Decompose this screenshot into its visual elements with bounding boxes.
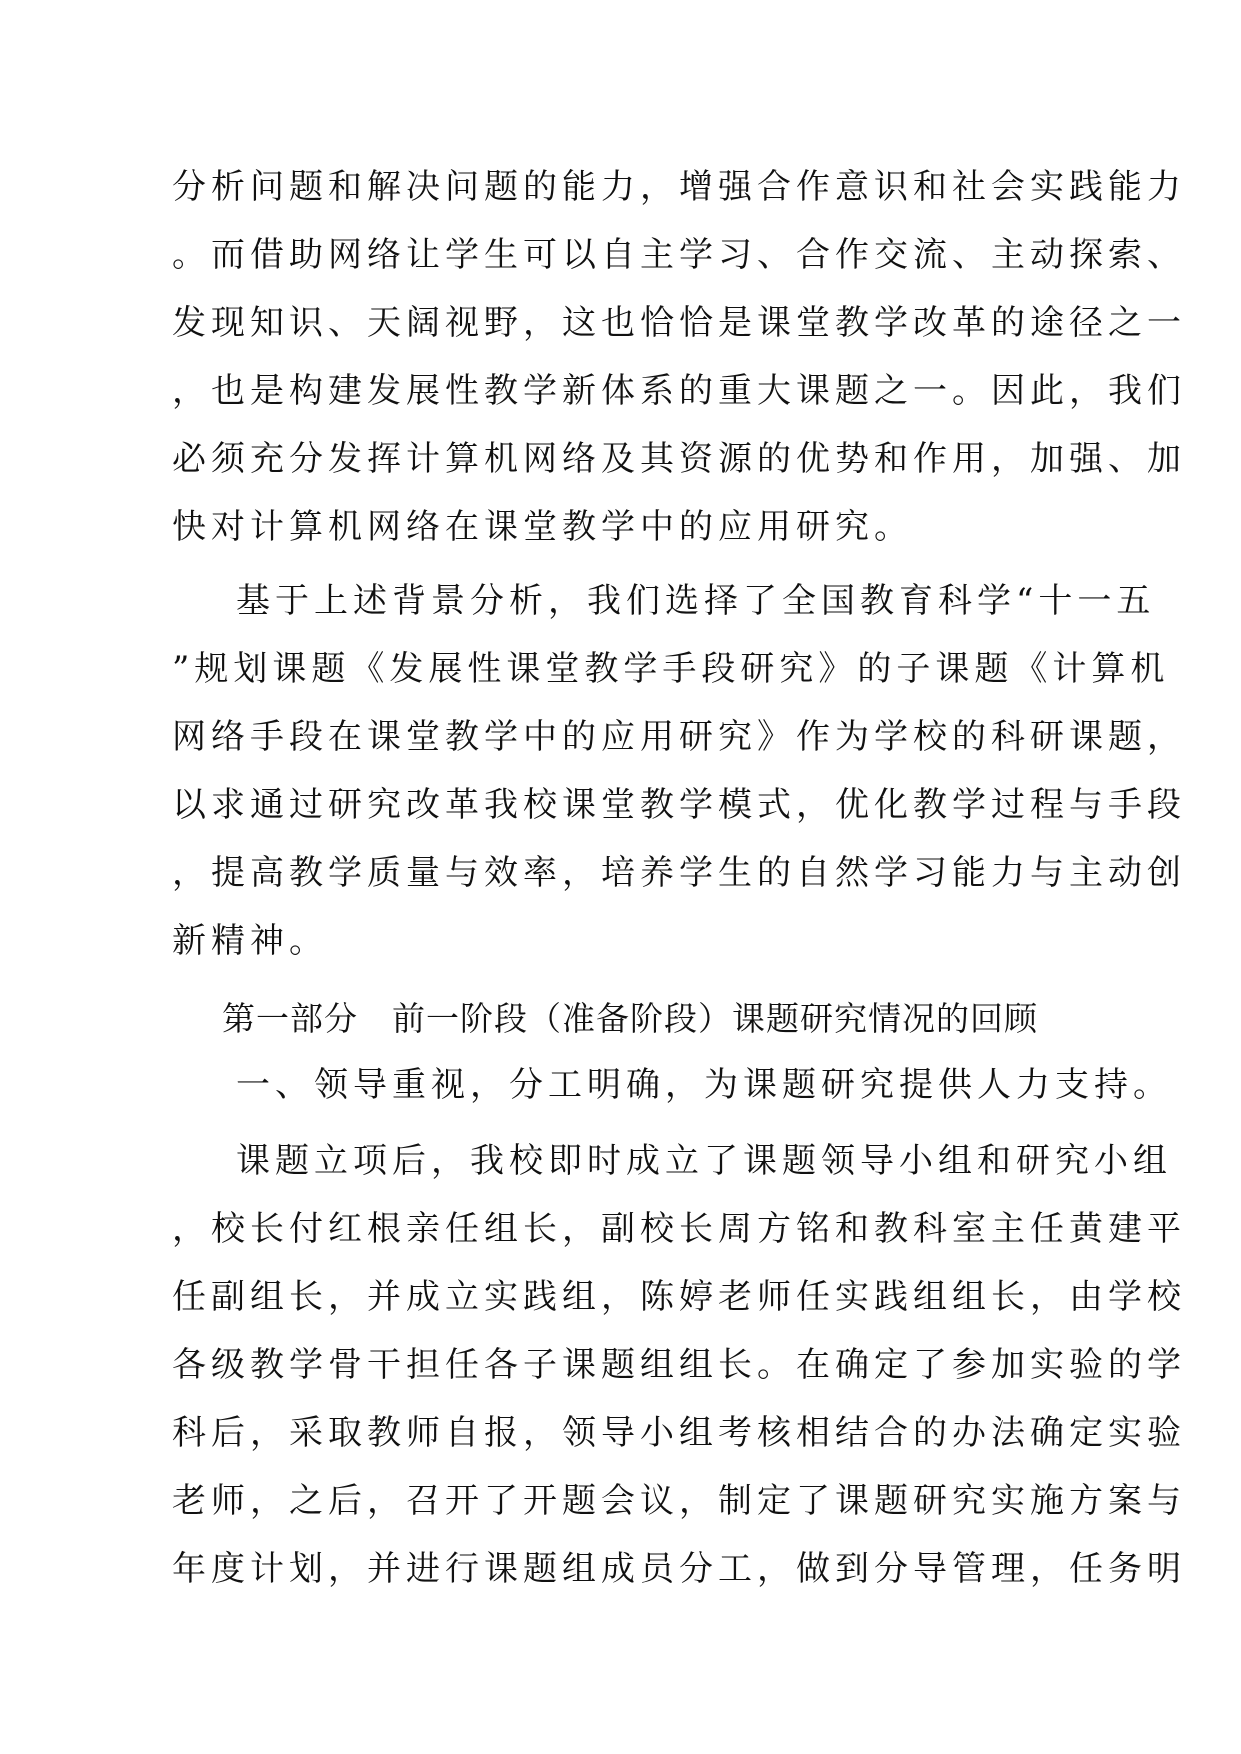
paragraph-2-line-5: ，提高教学质量与效率，培养学生的自然学习能力与主动创 [172, 853, 1186, 893]
paragraph-1-line-5: 必须充分发挥计算机网络及其资源的优势和作用，加强、加 [172, 439, 1186, 479]
paragraph-3-line-2: ，校长付红根亲任组长，副校长周方铭和教科室主任黄建平 [172, 1209, 1186, 1249]
paragraph-2-line-4: 以求通过研究改革我校课堂教学模式，优化教学过程与手段 [172, 785, 1186, 825]
paragraph-2-line-2: ”规划课题《发展性课堂教学手段研究》的子课题《计算机 [172, 649, 1170, 689]
paragraph-1-line-3: 发现知识、天阔视野，这也恰恰是课堂教学改革的途径之一 [172, 303, 1186, 343]
section-heading: 第一部分 前一阶段（准备阶段）课题研究情况的回顾 [222, 999, 1038, 1038]
paragraph-3-line-3: 任副组长，并成立实践组，陈婷老师任实践组组长，由学校 [172, 1277, 1186, 1317]
paragraph-1-line-4: ，也是构建发展性教学新体系的重大课题之一。因此，我们 [172, 371, 1186, 411]
paragraph-1-line-1: 分析问题和解决问题的能力，增强合作意识和社会实践能力 [172, 167, 1186, 207]
paragraph-2-line-1: 基于上述背景分析，我们选择了全国教育科学“十一五 [236, 581, 1156, 621]
paragraph-3-line-4: 各级教学骨干担任各子课题组组长。在确定了参加实验的学 [172, 1345, 1186, 1385]
paragraph-3-line-1: 课题立项后，我校即时成立了课题领导小组和研究小组 [236, 1141, 1172, 1181]
paragraph-3-line-6: 老师，之后，召开了开题会议，制定了课题研究实施方案与 [172, 1481, 1186, 1521]
paragraph-3-line-7: 年度计划，并进行课题组成员分工，做到分导管理，任务明 [172, 1549, 1186, 1589]
paragraph-2-line-6: 新精神。 [172, 921, 328, 961]
paragraph-2-line-3: 网络手段在课堂教学中的应用研究》作为学校的科研课题， [172, 717, 1186, 757]
paragraph-3-line-5: 科后，采取教师自报，领导小组考核相结合的办法确定实验 [172, 1413, 1186, 1453]
paragraph-1-line-2: 。而借助网络让学生可以自主学习、合作交流、主动探索、 [172, 235, 1186, 275]
paragraph-1-line-6: 快对计算机网络在课堂教学中的应用研究。 [172, 507, 913, 547]
subheading-1: 一、领导重视，分工明确，为课题研究提供人力支持。 [236, 1065, 1172, 1105]
